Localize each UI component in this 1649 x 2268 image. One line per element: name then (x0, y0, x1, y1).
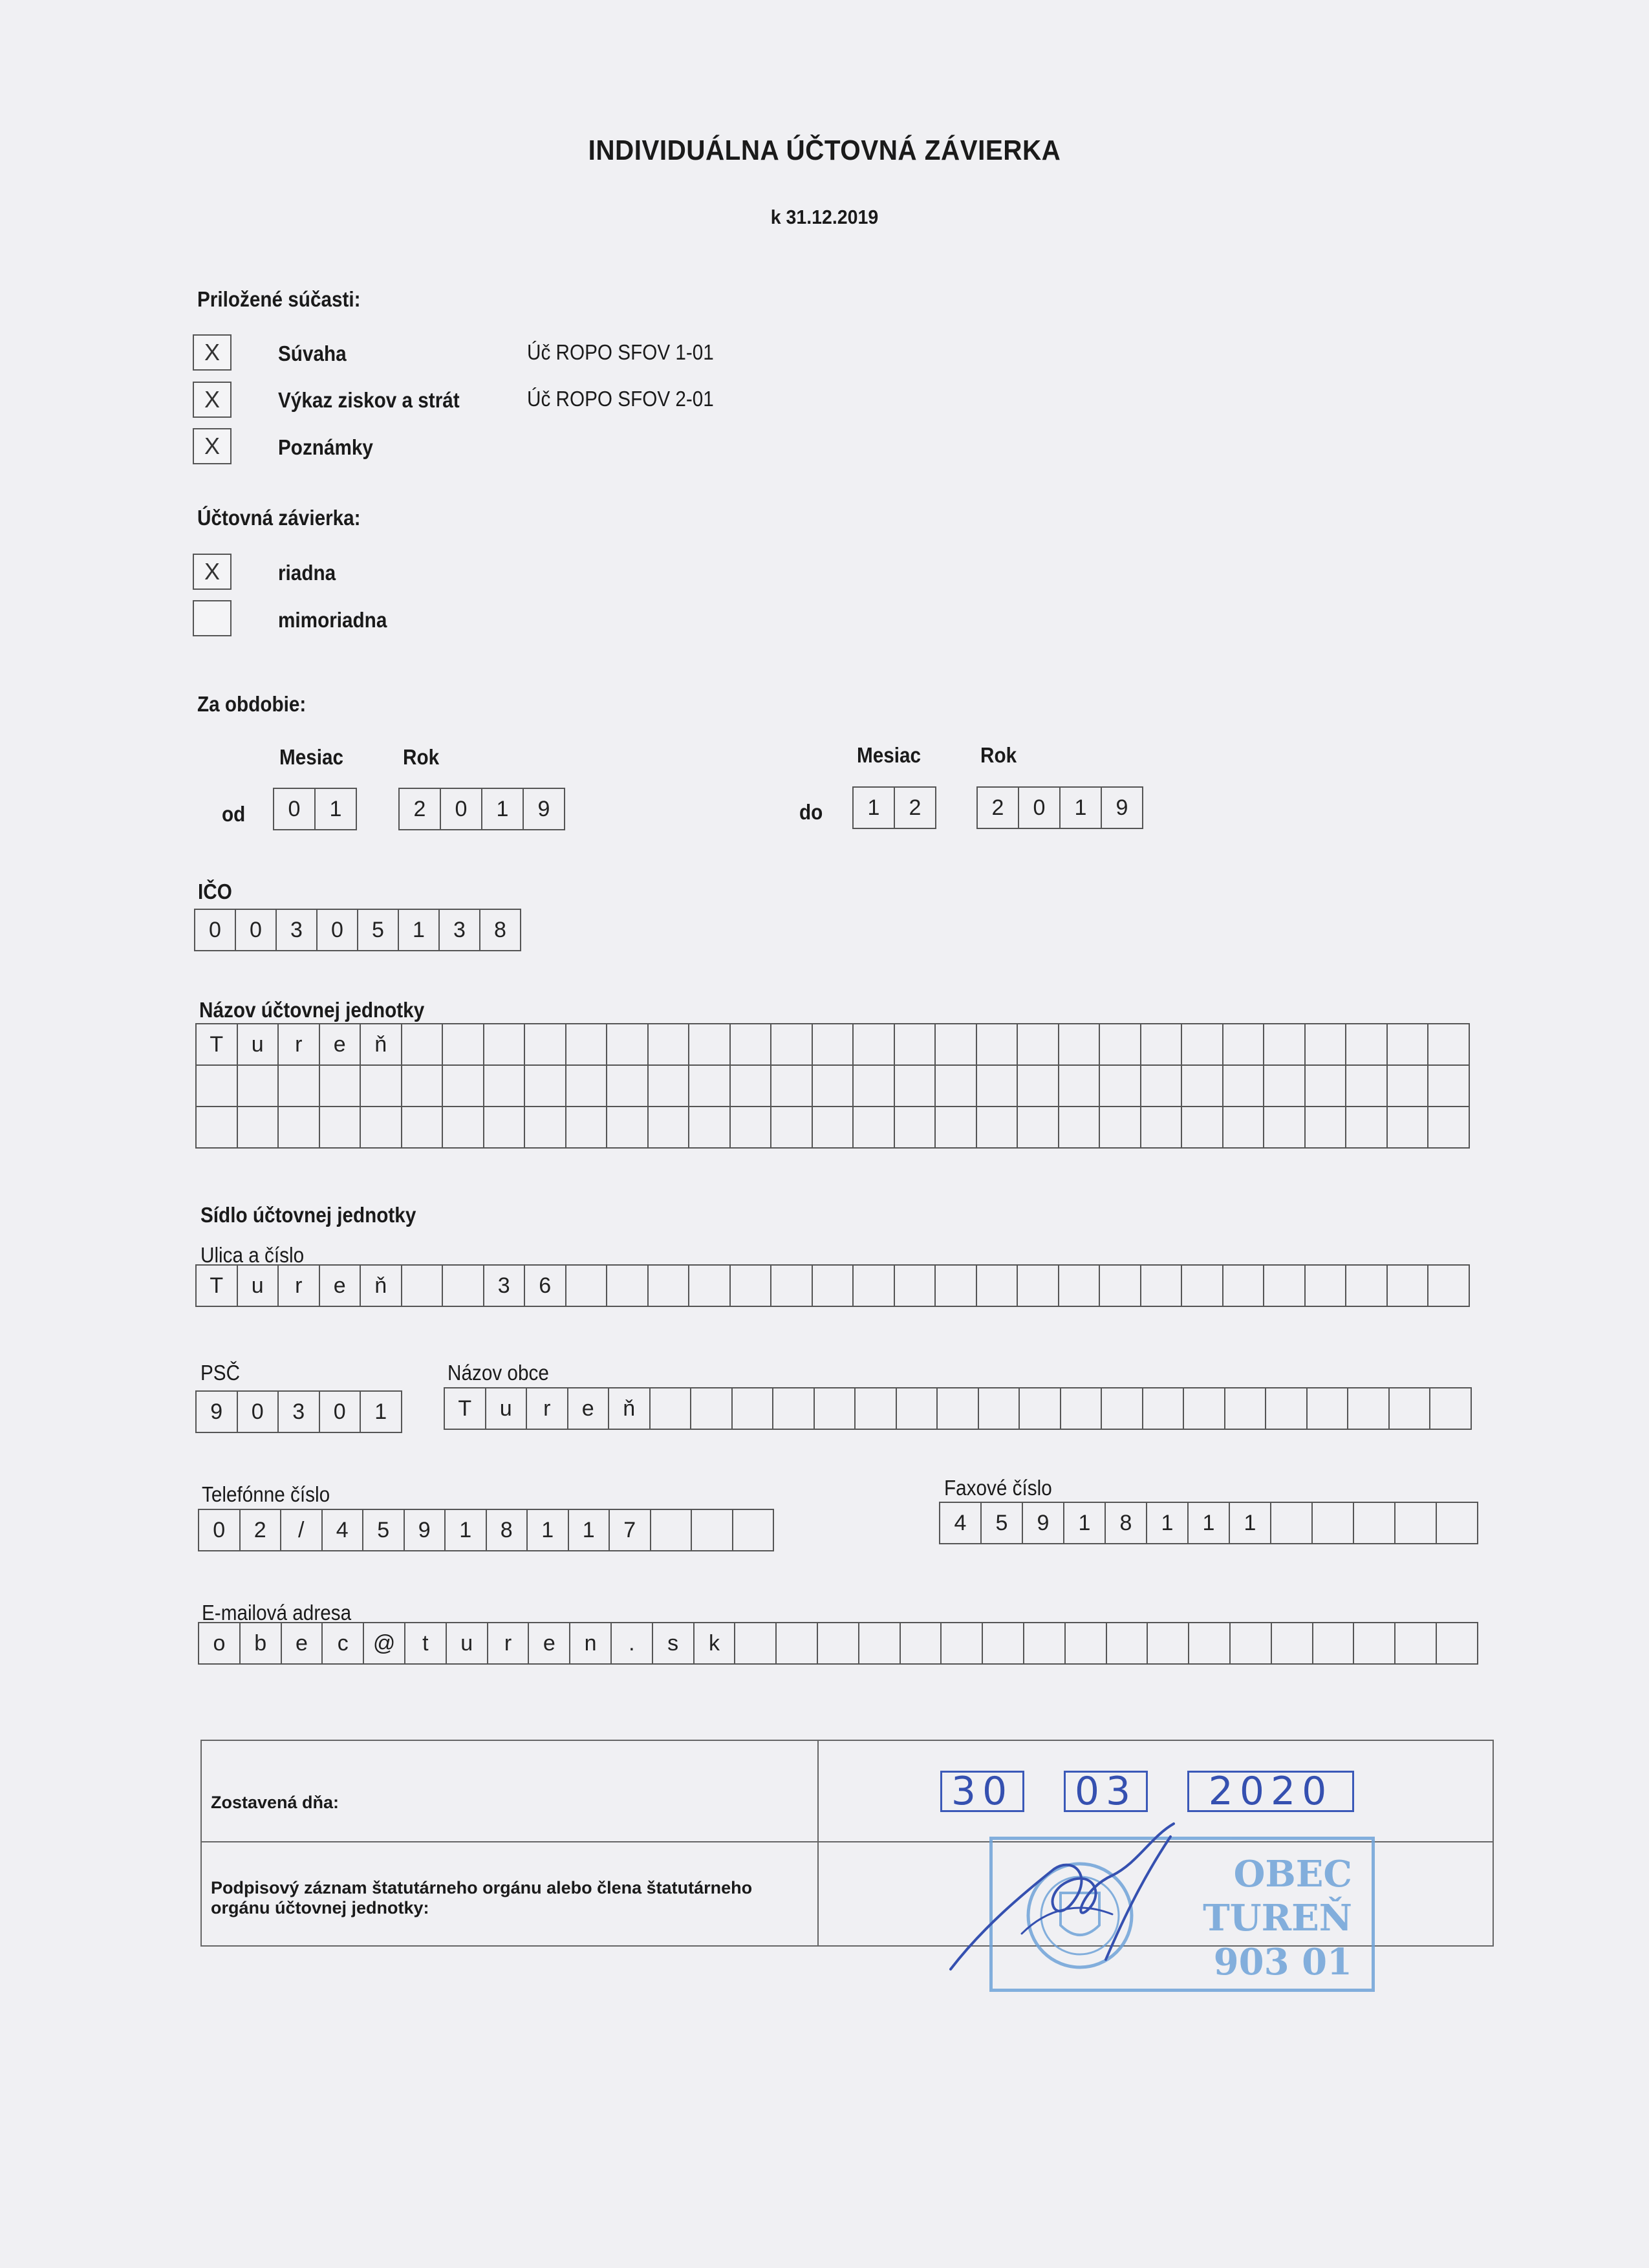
email-cell: s (653, 1623, 695, 1663)
entity-name-cell (977, 1024, 1018, 1066)
street-cell: 6 (525, 1266, 566, 1306)
fax-cell (1354, 1503, 1396, 1543)
email-cell: n (570, 1623, 612, 1663)
to-year-cell: 2 (978, 788, 1019, 828)
email-cell (1272, 1623, 1313, 1663)
phone-cell: 1 (446, 1510, 487, 1550)
email-cell: k (695, 1623, 736, 1663)
entity-name-cell (895, 1024, 936, 1066)
entity-name-cell: ň (361, 1024, 402, 1066)
entity-name-cell (484, 1107, 526, 1149)
checkbox-poznamky[interactable]: X (193, 428, 232, 464)
fax-cell (1437, 1503, 1478, 1543)
entity-name-cell (1428, 1066, 1470, 1107)
entity-name-cell (238, 1066, 279, 1107)
entity-name-cell (197, 1066, 238, 1107)
entity-name-cell (895, 1066, 936, 1107)
entity-name-cell (1306, 1024, 1347, 1066)
phone-field[interactable] (198, 1509, 774, 1551)
city-cell (1266, 1388, 1308, 1429)
entity-name-cell (1346, 1024, 1388, 1066)
fax-cell: 5 (982, 1503, 1023, 1543)
checkbox-vykaz[interactable]: X (193, 382, 232, 418)
city-label: Názov obce (447, 1361, 549, 1385)
entity-name-cell (649, 1107, 690, 1149)
entity-name-cell (525, 1024, 566, 1066)
from-year-cell: 2 (400, 789, 441, 829)
city-cell: r (527, 1388, 568, 1429)
email-cell: @ (364, 1623, 405, 1663)
entity-name-cell (689, 1024, 731, 1066)
entity-name-cell (1346, 1066, 1388, 1107)
to-year-cell: 0 (1019, 788, 1061, 828)
phone-cell: 5 (363, 1510, 405, 1550)
entity-name-cell (197, 1107, 238, 1149)
compiled-date-label: Zostavená dňa: (211, 1793, 339, 1812)
label-poznamky: Poznámky (278, 435, 373, 459)
entity-name-cell (731, 1024, 772, 1066)
street-cell (1018, 1266, 1059, 1306)
street-cell (813, 1266, 854, 1306)
street-cell (443, 1266, 484, 1306)
city-cell (651, 1388, 692, 1429)
street-cell: 3 (484, 1266, 526, 1306)
label-suvaha: Súvaha (278, 341, 347, 365)
entity-name-cell (977, 1066, 1018, 1107)
code-suvaha: Úč ROPO SFOV 1-01 (527, 340, 714, 364)
entity-name-cell (1346, 1107, 1388, 1149)
stamp-line-1: OBEC (1233, 1853, 1352, 1895)
street-cell (649, 1266, 690, 1306)
phone-cell: 9 (405, 1510, 446, 1550)
entity-name-cell (607, 1107, 649, 1149)
street-cell: r (279, 1266, 320, 1306)
entity-name-cell (402, 1024, 444, 1066)
entity-name-cell (1264, 1066, 1306, 1107)
email-cell: u (447, 1623, 488, 1663)
entity-name-cell (320, 1066, 361, 1107)
entity-name-cell (484, 1066, 526, 1107)
street-cell: u (238, 1266, 279, 1306)
email-cell: t (405, 1623, 447, 1663)
label-mimoriadna: mimoriadna (278, 608, 387, 632)
street-cell (936, 1266, 977, 1306)
street-cell (402, 1266, 444, 1306)
date-day-field[interactable]: 30 (940, 1771, 1024, 1812)
email-cell: b (241, 1623, 282, 1663)
city-cell (1308, 1388, 1349, 1429)
entity-name-cell (854, 1107, 895, 1149)
fax-field[interactable] (939, 1502, 1478, 1544)
from-year-field[interactable] (398, 788, 565, 830)
entity-name-cell (1141, 1066, 1183, 1107)
email-cell (859, 1623, 901, 1663)
entity-name-cell (279, 1066, 320, 1107)
email-cell (1396, 1623, 1437, 1663)
email-cell: e (282, 1623, 323, 1663)
entity-name-cell (525, 1107, 566, 1149)
to-year-cell: 9 (1102, 788, 1143, 828)
entity-name-cell (813, 1107, 854, 1149)
street-cell (771, 1266, 813, 1306)
to-month-cell: 2 (895, 788, 936, 828)
entity-name-cell (402, 1107, 444, 1149)
entity-name-cell (771, 1066, 813, 1107)
components-heading: Priložené súčasti: (197, 287, 361, 311)
city-cell (1102, 1388, 1143, 1429)
to-year-field[interactable] (976, 786, 1143, 829)
street-cell (566, 1266, 608, 1306)
entity-name-cell (895, 1107, 936, 1149)
phone-cell: 0 (199, 1510, 241, 1550)
email-cell (983, 1623, 1024, 1663)
street-cell (1059, 1266, 1101, 1306)
entity-name-cell (936, 1024, 977, 1066)
ico-cell: 8 (480, 910, 521, 950)
page-title: INDIVIDUÁLNA ÚČTOVNÁ ZÁVIERKA (588, 135, 1061, 166)
ico-label: IČO (198, 880, 232, 903)
fax-cell: 1 (1230, 1503, 1271, 1543)
to-label: do (799, 800, 823, 824)
closing-type-heading: Účtovná závierka: (197, 506, 361, 530)
entity-name-cell (566, 1066, 608, 1107)
entity-name-cell (813, 1024, 854, 1066)
entity-name-cell (607, 1024, 649, 1066)
email-cell: . (612, 1623, 653, 1663)
psc-cell: 0 (238, 1392, 279, 1432)
to-year-cell: 1 (1061, 788, 1102, 828)
entity-name-cell (731, 1107, 772, 1149)
city-cell (1390, 1388, 1431, 1429)
city-cell (938, 1388, 979, 1429)
city-cell (773, 1388, 815, 1429)
psc-cell: 3 (279, 1392, 320, 1432)
email-cell (818, 1623, 859, 1663)
email-label: E-mailová adresa (202, 1601, 352, 1625)
email-cell (1231, 1623, 1272, 1663)
entity-name-cell (1182, 1107, 1223, 1149)
entity-name-cell (771, 1107, 813, 1149)
entity-name-cell (771, 1024, 813, 1066)
entity-name-cell (1306, 1107, 1347, 1149)
entity-name-cell (484, 1024, 526, 1066)
to-month-field[interactable] (852, 786, 936, 829)
email-cell: r (488, 1623, 530, 1663)
fax-cell (1271, 1503, 1313, 1543)
street-cell (1306, 1266, 1347, 1306)
phone-cell (651, 1510, 693, 1550)
entity-name-cell (1388, 1066, 1429, 1107)
ico-cell: 3 (440, 910, 480, 950)
psc-cell: 1 (361, 1392, 402, 1432)
fax-cell: 1 (1147, 1503, 1189, 1543)
email-cell: e (529, 1623, 570, 1663)
email-cell (1148, 1623, 1189, 1663)
code-vykaz: Úč ROPO SFOV 2-01 (527, 387, 714, 411)
city-cell (897, 1388, 938, 1429)
city-cell (691, 1388, 733, 1429)
entity-name-cell (649, 1066, 690, 1107)
from-label: od (222, 802, 246, 826)
entity-name-cell (936, 1107, 977, 1149)
label-vykaz: Výkaz ziskov a strát (278, 388, 460, 412)
entity-name-cell: u (238, 1024, 279, 1066)
entity-name-cell (1223, 1107, 1265, 1149)
phone-label: Telefónne číslo (202, 1482, 330, 1506)
entity-name-cell (1182, 1066, 1223, 1107)
entity-name-cell (279, 1107, 320, 1149)
entity-name-cell (1388, 1024, 1429, 1066)
phone-cell (733, 1510, 775, 1550)
psc-cell: 9 (197, 1392, 238, 1432)
city-cell (1061, 1388, 1103, 1429)
phone-cell: 1 (569, 1510, 610, 1550)
signature-label: Podpisový záznam štatutárneho orgánu alebo člena štatutárneho orgánu účtovnej jednotky: (211, 1878, 753, 1918)
entity-name-cell (731, 1066, 772, 1107)
street-cell (977, 1266, 1018, 1306)
street-cell (895, 1266, 936, 1306)
entity-name-label: Názov účtovnej jednotky (199, 998, 425, 1022)
entity-name-cell (525, 1066, 566, 1107)
city-cell: u (486, 1388, 528, 1429)
signature-table-divider (817, 1741, 819, 1945)
city-cell (1348, 1388, 1390, 1429)
email-field[interactable] (198, 1622, 1478, 1665)
entity-name-cell (361, 1066, 402, 1107)
entity-name-cell (1223, 1024, 1265, 1066)
ico-cell: 0 (236, 910, 277, 950)
fax-cell: 9 (1023, 1503, 1064, 1543)
street-cell: T (197, 1266, 238, 1306)
date-month-field[interactable]: 03 (1064, 1771, 1148, 1812)
street-cell (854, 1266, 895, 1306)
email-cell (1107, 1623, 1148, 1663)
email-cell (901, 1623, 942, 1663)
entity-name-cell (1306, 1066, 1347, 1107)
city-cell (1430, 1388, 1472, 1429)
entity-name-cell (566, 1107, 608, 1149)
city-cell: ň (609, 1388, 651, 1429)
entity-name-cell (977, 1107, 1018, 1149)
fax-label: Faxové číslo (944, 1476, 1052, 1500)
fax-cell: 8 (1106, 1503, 1147, 1543)
psc-field[interactable] (195, 1390, 402, 1433)
street-cell (1223, 1266, 1265, 1306)
entity-name-cell (238, 1107, 279, 1149)
fax-cell (1396, 1503, 1437, 1543)
entity-name-cell (1018, 1066, 1059, 1107)
email-cell: o (199, 1623, 241, 1663)
entity-name-cell (1223, 1066, 1265, 1107)
entity-name-cell (443, 1107, 484, 1149)
entity-name-cell (1388, 1107, 1429, 1149)
entity-name-cell: T (197, 1024, 238, 1066)
entity-name-cell (1059, 1107, 1101, 1149)
label-riadna: riadna (278, 561, 336, 585)
to-month-label: Mesiac (857, 743, 921, 767)
checkbox-mimoriadna[interactable] (193, 600, 232, 636)
street-cell (689, 1266, 731, 1306)
city-field[interactable] (444, 1387, 1472, 1430)
street-cell (607, 1266, 649, 1306)
entity-name-cell (361, 1107, 402, 1149)
entity-name-cell (443, 1024, 484, 1066)
entity-name-cell (813, 1066, 854, 1107)
fax-cell (1313, 1503, 1354, 1543)
ico-cell: 0 (195, 910, 236, 950)
entity-name-cell (1100, 1107, 1141, 1149)
street-cell (1346, 1266, 1388, 1306)
ico-field[interactable] (194, 909, 521, 951)
date-year-field[interactable]: 2020 (1187, 1771, 1354, 1812)
entity-name-cell (1182, 1024, 1223, 1066)
ico-cell: 5 (358, 910, 399, 950)
city-cell (733, 1388, 774, 1429)
email-cell: c (323, 1623, 364, 1663)
city-cell: T (445, 1388, 486, 1429)
entity-name-cell: r (279, 1024, 320, 1066)
email-cell (1189, 1623, 1231, 1663)
street-cell (1100, 1266, 1141, 1306)
entity-name-cell (1100, 1024, 1141, 1066)
ico-cell: 3 (277, 910, 318, 950)
city-cell: e (568, 1388, 610, 1429)
entity-name-cell (1428, 1107, 1470, 1149)
period-heading: Za obdobie: (197, 692, 307, 716)
to-year-label: Rok (980, 743, 1017, 767)
city-cell (979, 1388, 1020, 1429)
from-year-cell: 9 (524, 789, 565, 829)
entity-name-cell (566, 1024, 608, 1066)
street-field[interactable] (195, 1264, 1470, 1307)
psc-cell: 0 (320, 1392, 361, 1432)
city-cell (1020, 1388, 1061, 1429)
phone-cell: / (281, 1510, 323, 1550)
entity-name-cell (649, 1024, 690, 1066)
entity-name-cell (689, 1107, 731, 1149)
from-month-cell: 1 (316, 789, 357, 829)
checkbox-suvaha[interactable]: X (193, 334, 232, 371)
entity-name-cell (607, 1066, 649, 1107)
entity-name-cell (1018, 1107, 1059, 1149)
phone-cell: 4 (323, 1510, 364, 1550)
email-cell (942, 1623, 983, 1663)
entity-name-cell (1264, 1107, 1306, 1149)
checkbox-riadna[interactable]: X (193, 554, 232, 590)
handwritten-signature (944, 1798, 1190, 1985)
street-cell (1264, 1266, 1306, 1306)
street-cell (1182, 1266, 1223, 1306)
from-year-cell: 1 (482, 789, 524, 829)
page-subtitle: k 31.12.2019 (770, 206, 879, 228)
email-cell (1313, 1623, 1355, 1663)
ico-cell: 1 (399, 910, 440, 950)
entity-name-cell (1100, 1066, 1141, 1107)
fax-cell: 4 (940, 1503, 982, 1543)
entity-name-cell (402, 1066, 444, 1107)
street-label: Ulica a číslo (200, 1243, 305, 1267)
from-year-cell: 0 (441, 789, 482, 829)
phone-cell: 1 (528, 1510, 569, 1550)
ico-cell: 0 (318, 910, 358, 950)
entity-name-cell (1141, 1107, 1183, 1149)
email-cell (735, 1623, 777, 1663)
email-cell (1354, 1623, 1396, 1663)
entity-name-cell (1018, 1024, 1059, 1066)
street-cell: ň (361, 1266, 402, 1306)
entity-name-cell (1428, 1024, 1470, 1066)
entity-name-cell (689, 1066, 731, 1107)
to-month-cell: 1 (854, 788, 895, 828)
from-month-field[interactable] (273, 788, 357, 830)
from-year-label: Rok (403, 745, 440, 769)
stamp-line-2: TUREŇ (1203, 1897, 1352, 1939)
entity-name-cell (854, 1066, 895, 1107)
phone-cell: 2 (241, 1510, 282, 1550)
entity-name-cell (1059, 1066, 1101, 1107)
entity-name-cell (1141, 1024, 1183, 1066)
city-cell (815, 1388, 856, 1429)
entity-name-cell (1059, 1024, 1101, 1066)
city-cell (1225, 1388, 1267, 1429)
entity-name-cell (1264, 1024, 1306, 1066)
email-cell (1437, 1623, 1478, 1663)
from-month-cell: 0 (274, 789, 316, 829)
street-cell (1141, 1266, 1183, 1306)
fax-cell: 1 (1189, 1503, 1230, 1543)
entity-name-cell (936, 1066, 977, 1107)
street-cell: e (320, 1266, 361, 1306)
stamp-line-3: 903 01 (1213, 1941, 1352, 1983)
email-cell (1066, 1623, 1107, 1663)
city-cell (1184, 1388, 1225, 1429)
city-cell (856, 1388, 897, 1429)
phone-cell: 7 (610, 1510, 651, 1550)
entity-name-cell (854, 1024, 895, 1066)
psc-label: PSČ (200, 1361, 241, 1385)
entity-name-field[interactable] (195, 1023, 1470, 1149)
street-cell (1388, 1266, 1429, 1306)
phone-cell (692, 1510, 733, 1550)
email-cell (777, 1623, 818, 1663)
seat-heading: Sídlo účtovnej jednotky (200, 1203, 416, 1227)
email-cell (1024, 1623, 1066, 1663)
entity-name-cell (443, 1066, 484, 1107)
entity-name-cell (320, 1107, 361, 1149)
city-cell (1143, 1388, 1185, 1429)
from-month-label: Mesiac (279, 745, 344, 769)
street-cell (1428, 1266, 1470, 1306)
entity-name-cell: e (320, 1024, 361, 1066)
phone-cell: 8 (487, 1510, 528, 1550)
fax-cell: 1 (1064, 1503, 1106, 1543)
street-cell (731, 1266, 772, 1306)
